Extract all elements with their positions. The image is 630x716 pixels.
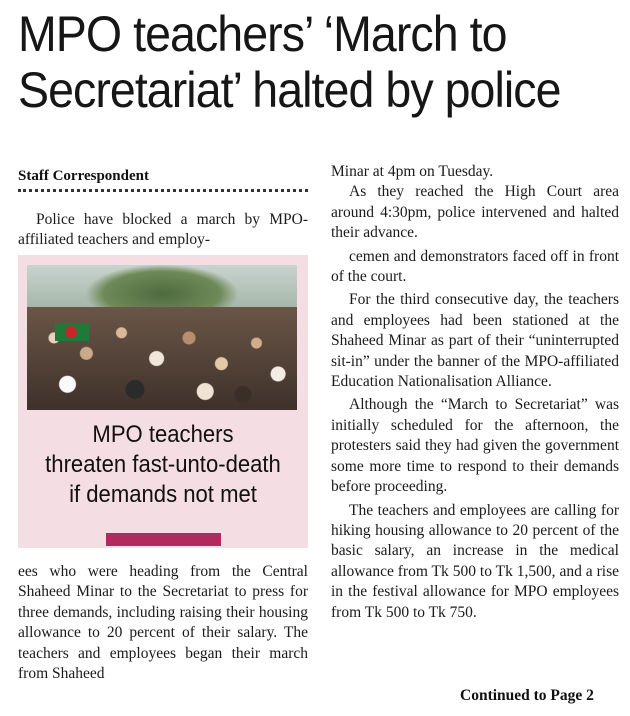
paragraph-schedule: Although the “March to Secretariat” was initially scheduled for the afternoon, the protesters said they had given the government some more time to respond to their demands before proceeding. <box>331 396 619 496</box>
promo-accent-bar <box>106 533 221 546</box>
paragraph-high-court: As they reached the High Court area around 4:30pm, police intervened and halted their advance. <box>331 183 619 242</box>
promo-headline[interactable] <box>30 420 297 510</box>
headline <box>18 6 576 118</box>
article-column-1-top <box>18 210 308 251</box>
continued-link[interactable]: Continued to Page 2 <box>460 687 594 704</box>
headline-line-1: MPO teachers’ ‘March to <box>18 6 507 62</box>
byline: Staff Correspondent <box>18 168 149 184</box>
paragraph-faceoff: cemen and demonstrators faced off in front of the court. <box>331 247 619 286</box>
paragraph-lead: Police have blocked a march by MPO-affiliated teachers and employ- <box>18 211 308 249</box>
byline-divider <box>18 189 308 192</box>
protest-photo <box>27 265 297 410</box>
paragraph-sit-in: For the third consecutive day, the teachers and employees had been stationed at the Shaheed Minar as part of their “uninterrupted sit-in” under the banner of the MPO-affiliated Education Nationalisation Alliance. <box>331 291 619 391</box>
promo-line-2: threaten fast-unto-death <box>45 451 281 478</box>
article-column-1-bottom <box>18 562 308 684</box>
paragraph-lead-continued: ees who were heading from the Central Shaheed Minar to the Secretariat to press for three demands, including raising their housing allowance to 20 percent of their salary. The teachers and employees began their march from Shaheed <box>18 563 308 683</box>
related-story-promo[interactable] <box>18 255 308 548</box>
paragraph-2-start: Minar at 4pm on Tuesday. <box>331 163 494 180</box>
promo-line-3: if demands not met <box>69 481 257 508</box>
headline-line-2: Secretariat’ halted by police <box>18 62 561 118</box>
article-column-2 <box>331 162 619 623</box>
promo-line-1: MPO teachers <box>92 421 234 448</box>
paragraph-demands: The teachers and employees are calling for hiking housing allowance to 20 percent of the basic salary, an increase in the medical allowance from Tk 500 to Tk 1,500, and a rise in the festival allowance for MPO employees from Tk 500 to Tk 750. <box>331 501 619 621</box>
